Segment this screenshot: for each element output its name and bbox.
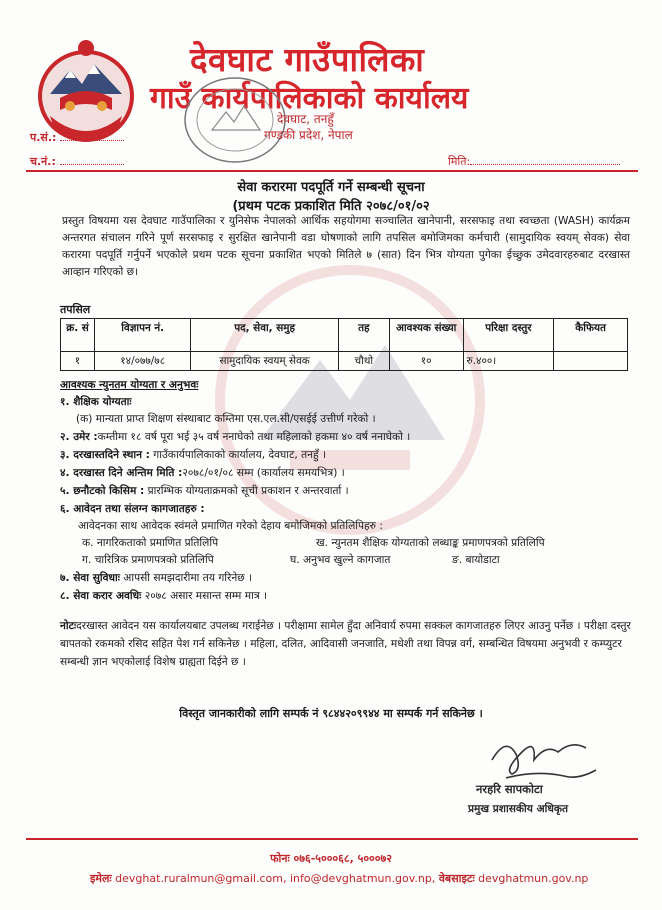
reference-label: प.सं.: — [30, 131, 57, 144]
notice-intro: प्रस्तुत विषयमा यस देवघाट गाउँपालिका र युनिसेफ नेपालको आर्थिक सहयोगमा सञ्चालित खानेपानी, सरसफाइ तथा स्वच्छता (WASH) कार्यक्रम अन्तरगत संचालन गरिने पूर्ण सरसफाइ र सुरक्षित खानेपानी वडा घोषणाको लागि तपसिल बमोजिमका कर्मचारी (सामुदायिक स्वयम् सेवक) सेवा करारमा पदपूर्ति गर्नुपर्ने भएकोले प्रथम पटक सूचना प्रकाशित भएको मितिले ७ (सात) दिन भित्र योग्यता पुगेका ईच्छुक उमेदवारहरुबाट दरखास्त आव्हान गरिएको छ। — [62, 215, 630, 278]
email-link[interactable]: devghat.ruralmun@gmail.com, info@devghatmun.gov.np, — [115, 872, 436, 885]
table-row — [61, 352, 628, 371]
website-label: वेबसाइटः — [438, 872, 475, 885]
col-header: पद, सेवा, समुह — [191, 319, 338, 352]
website-link[interactable]: devghatmun.gov.np — [478, 872, 589, 885]
reference-dots — [60, 130, 124, 141]
doc-character: ग. चारित्रिक प्रमाणपत्रको प्रतिलिपि — [82, 554, 214, 566]
table-cell: १ — [61, 352, 95, 371]
table-cell: १० — [389, 352, 463, 371]
req-duration-text: २०७८ असार मसान्त सम्म मात्र । — [141, 590, 268, 602]
req-deadline-text: २०७८/०१/०८ सम्म (कार्यालय समयभित्र) । — [182, 467, 345, 479]
req-selection-text: प्रारम्भिक योग्यताक्रमको सूची प्रकाशन र अन्तरवार्ता । — [144, 485, 349, 497]
schedule-label: तपसिल — [60, 303, 91, 316]
req-duration-label: ८. सेवा करार अवधिः — [60, 590, 142, 602]
doc-biodata: ङ. बायोडाटा — [452, 554, 500, 566]
vacancy-table — [60, 318, 628, 371]
col-header: क्र. सं — [61, 319, 95, 352]
date-dots — [470, 154, 620, 165]
doc-experience: घ. अनुभव खुल्ने कागजात — [290, 554, 391, 566]
email-label: इमेलः — [90, 872, 112, 885]
doc-marksheet: ख. न्युनतम शैक्षिक योग्यताको लब्धाङ्क प्रमाणपत्रको प्रतिलिपि — [316, 537, 545, 549]
dispatch-label: च.नं.: — [30, 155, 56, 168]
date-label: मिति: — [448, 155, 471, 168]
dispatch-number — [30, 154, 124, 169]
office-province: गण्डकी प्रदेश, नेपाल — [264, 128, 353, 142]
req-education-detail: (क) मान्यता प्राप्त शिक्षण संस्थाबाट कम्तिमा एस.एल.सी/एसईई उत्तीर्ण गरेको । — [76, 413, 376, 425]
req-documents-intro: आवेदनका साथ आवेदक स्वंमले प्रमाणित गरेको देहाय बमोजिमको प्रतिलिपिहरु : — [78, 520, 383, 532]
req-education-title: १. शैक्षिक योग्यताः — [60, 396, 132, 408]
req-selection-label: ५. छनौटको किसिम : — [60, 485, 145, 497]
notice-subtitle: (प्रथम पटक प्रकाशित मिति २०७८/०१/०२ — [232, 199, 430, 214]
table-cell: १४/०७७/७८ — [95, 352, 191, 371]
req-age — [60, 430, 410, 444]
req-documents-title: ६. आवेदन तथा संलग्न कागजातहरु : — [60, 503, 205, 515]
note-text: दरखास्त आवेदन यस कार्यालयबाट उपलब्ध गराईनेछ । परीक्षामा सामेल हुँदा अनिवार्य रुपमा सक्कल कागजातहरु लिएर आउनु पर्नेछ । परीक्षा दस्तुर बापतको रकमको रसिद सहित पेश गर्न सकिनेछ । महिला, दलित, आदिवासी जनजाति, मधेशी तथा विपन्न वर्ग, सम्बन्धित विषयमा अनुभवी र कम्प्युटर सम्बन्धी ज्ञान भएकोलाई विशेष ग्राह्यता दिईने छ । — [60, 620, 631, 668]
req-deadline — [60, 466, 345, 480]
footer-contacts — [90, 871, 588, 886]
date-field — [448, 154, 620, 169]
footer-divider — [26, 838, 638, 840]
signature-icon — [486, 730, 606, 786]
requirements-heading: आवश्यक न्युनतम योग्यता र अनुभवः — [60, 379, 199, 391]
col-header: तह — [338, 319, 389, 352]
table-cell: चौथो — [338, 352, 389, 371]
office-location: देवघाट, तनहुँ — [277, 112, 334, 126]
req-selection — [60, 484, 349, 498]
req-age-label: २. उमेर : — [60, 431, 98, 443]
notice-title: सेवा करारमा पदपूर्ति गर्ने सम्बन्धी सूचना — [237, 180, 425, 195]
footer-phone: फोनः ०७६-५०००६८, ५०००७२ — [270, 852, 392, 865]
header-divider — [26, 170, 638, 172]
req-place — [60, 448, 326, 462]
table-cell: रु.४००। — [463, 352, 554, 371]
req-benefits-label: ७. सेवा सुविधाः — [60, 572, 120, 584]
req-age-text: कम्तीमा १८ वर्ष पूरा भई ३५ वर्ष ननाघेको तथा महिलाको हकमा ४० वर्ष ननाघेको । — [97, 431, 411, 443]
dispatch-dots — [60, 154, 124, 165]
municipality-name: देवघाट गाउँपालिका — [190, 40, 425, 79]
signatory-name: नरहरि सापकोटा — [476, 782, 543, 796]
req-benefits-text: आपसी समझदारीमा तय गरिनेछ । — [119, 572, 253, 584]
req-deadline-label: ४. दरखास्त दिने अन्तिम मिति : — [60, 467, 183, 479]
office-stamp-icon — [182, 74, 288, 166]
col-header: परिक्षा दस्तुर — [463, 319, 554, 352]
reference-number — [30, 130, 124, 145]
contact-line: विस्तृत जानकारीको लागि सम्पर्क नं ९८४४२०९९४४ मा सम्पर्क गर्न सकिनेछ । — [179, 707, 483, 720]
watermark-emblem-icon — [200, 250, 500, 550]
req-duration — [60, 589, 267, 603]
col-header: आवश्यक संख्या — [389, 319, 463, 352]
notice-note — [60, 617, 632, 671]
req-place-text: गाउँकार्यपालिकाको कार्यालय, देवघाट, तनहुँ । — [149, 449, 326, 461]
col-header: विज्ञापन नं. — [95, 319, 191, 352]
req-benefits — [60, 571, 252, 585]
table-header-row — [61, 319, 628, 352]
doc-citizenship: क. नागरिकताको प्रमाणित प्रतिलिपि — [82, 537, 219, 549]
note-label: नोटः — [60, 620, 77, 632]
signatory-title: प्रमुख प्रशासकीय अधिकृत — [468, 803, 569, 815]
col-header: कैफियत — [554, 319, 628, 352]
office-name: गाउँ कार्यपालिकाको कार्यालय — [150, 81, 469, 116]
table-cell — [554, 352, 628, 371]
table-cell: सामुदायिक स्वयम् सेवक — [191, 352, 338, 371]
req-place-label: ३. दरखास्तदिने स्थान : — [60, 449, 150, 461]
